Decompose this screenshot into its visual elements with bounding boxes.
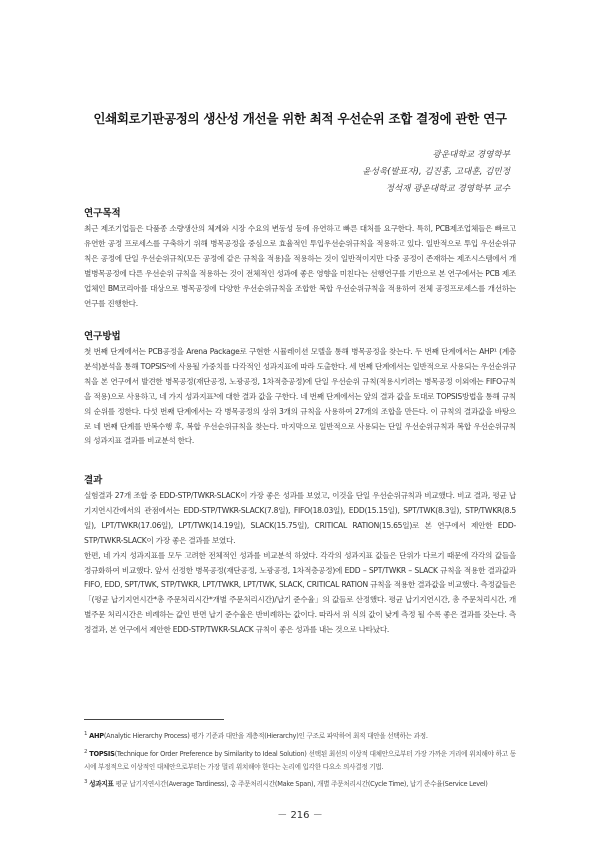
author-affiliation: 광운대학교 경영학부 [432,150,510,160]
footnote-text: 평균 납기지연시간(Average Tardiness), 총 주문처리시간(Make Span), 개별 주문처리시간(Cycle Time), 납기 준수율(Service Level) [113,780,488,789]
footnote-divider [84,719,224,720]
footnote-text: (Analytic Hierarchy Process) 평가 기준과 대안을 계층적(Hierarchy)인 구조로 파악하여 최적 대안을 선택하는 과정. [103,732,428,741]
footnote-term: AHP [89,732,104,741]
section-method [84,328,516,449]
footnotes [84,728,516,794]
footnote-term: TOPSIS [89,749,115,758]
footnote-text: (Technique for Order Preference by Similarity to Ideal Solution) 선택된 최선의 이상적 대체안으로부터 가장 가까운 거리에 위치해야 하고 동시에 부정적으로 이상적인 대체안으로부터는 가장 멀리 위치해야 한다는 논리에 입각한 다요소 의사결정 기법. [84,749,516,771]
section-heading: 연구방법 [84,331,121,342]
footnote-mark: 1 [84,731,88,737]
section-heading: 연구목적 [84,208,121,219]
footnote-item [84,746,516,773]
section-body: 최근 제조기업들은 다품종 소량생산의 체계와 시장 수요의 변동성 등에 유연하고 빠른 대처를 요구한다. 특히, PCB제조업체들은 빠르고 유연한 공정 프로세스를 구축하기 위해 병목공정을 중심으로 효율적인 투입우선순위규칙을 적용하고 있다. 일반적으로 투입 우선순위규칙은 공정에 단일 우선순위규칙(모든 공정에 같은 규칙을 적용)을 적용하는 것이 일반적이지만 다중 공정이 존재하는 제조시스템에서 개별병목공정에 다른 우선순위 규칙을 적용하는 것이 전체적인 성과에 좋은 영향을 미친다는 선행연구를 기반으로 본 연구에서는 PCB 제조업체인 BM코리아를 대상으로 병목공정에 다양한 우선순위규칙을 조합한 복합 우선순위규칙을 적용하여 전체 공정프로세스를 개선하는 연구를 진행한다. [84,224,516,308]
page-number: － 216 － [277,810,323,821]
section-purpose [84,205,516,311]
footnote-term: 성과지표 [89,780,114,789]
footnote-mark: 3 [84,779,88,786]
section-body: 실험결과 27개 조합 중 EDD-STP/TWKR-SLACK이 가장 좋은 성과를 보였고, 이것을 단일 우선순위규칙과 비교했다. 비교 결과, 평균 납기지연시간에서의 관점에서는 EDD-STP/TWKR-SLACK(7.8일), FIFO(18.03일), EDD(15.15일), SPT/TWK(8.3일), STP/TWKR(8.5일), LPT/TWKR(17.06일), LPT/TWK(14.19일), SLACK(15.75일), CRITICAL RATION(15.65일)로 본 연구에서 제안한 EDD-STP/TWKR-SLACK이 가장 좋은 결과를 보였다. [84,491,516,545]
footnote-mark: 2 [84,748,88,755]
section-result [84,472,516,638]
page-title: 인쇄회로기판공정의 생산성 개선을 위한 최적 우선순위 조합 결정에 관한 연구 [93,111,507,126]
section-heading: 결과 [84,475,103,486]
section-body: 첫 번째 단계에서는 PCB공정을 Arena Package로 구현한 시뮬레이션 모델을 통해 병목공정을 찾는다. 두 번째 단계에서는 AHP¹ (계층분석)분석을 통해 TOPSIS²에 사용될 가중치를 다각적인 성과지표에 따라 도출한다. 세 번째 단계에서는 일반적으로 사용되는 우선순위규칙을 본 연구에서 발견한 병목공정(재단공정, 노광공정, 1차적층공정)에 단일 우선순위 규칙(적용시키려는 병목공정 이외에는 FIFO규칙을 적용)으로 사용하고, 네 가지 성과지표³에 대한 결과 값을 구한다. 네 번째 단계에서는 앞의 결과 값을 토대로 TOPSIS방법을 통해 규칙의 순위를 정한다. 다섯 번째 단계에서는 각 병목공정의 상위 3개의 규칙을 사용하여 27개의 조합을 만든다. 이 규칙의 결과값을 바탕으로 네 번째 단계를 반복수행 후, 복합 우선순위규칙을 찾는다. 마지막으로 일반적으로 사용되는 단일 우선순위규칙과 복합 우선순위규칙의 성과지표 결과를 비교분석 한다. [84,347,516,446]
author-block [362,147,510,198]
footnote-item [84,728,516,743]
section-body: 한편, 네 가지 성과지표를 모두 고려한 전체적인 성과를 비교분석 하였다. 각각의 성과지표 값들은 단위가 다르기 때문에 각각의 값들을 정규화하여 비교했다. 앞서 선정한 병목공정(재단공정, 노광공정, 1차적층공정)에 EDD – SPT/TWKR – SLACK 규칙을 적용한 결과값과 FIFO, EDD, SPT/TWK, STP/TWKR, LPT/TWKR, LPT/TWK, SLACK, CRITICAL RATION 규칙을 적용한 결과값을 비교했다. 측정값들은 「(평균 납기지연시간*총 주문처리시간*개별 주문처리시간)/납기 준수율」의 값들로 산정했다. 평균 납기지연시간, 총 주문처리시간, 개별주문 처리시간은 비례하는 값인 반면 납기 준수율은 반비례하는 값이다. 따라서 위 식의 값이 낮게 측정 될 수록 좋은 결과를 갖는다. 측정결과, 본 연구에서 제안한 EDD-STP/TWKR-SLACK 규칙이 좋은 성과를 내는 것으로 나타났다. [84,550,516,635]
author-professor: 정석재 광운대학교 경영학부 교수 [385,184,510,194]
author-names: 윤성욱(발표자), 김진홍, 고대훈, 김민정 [362,167,510,177]
footnote-item [84,776,516,791]
